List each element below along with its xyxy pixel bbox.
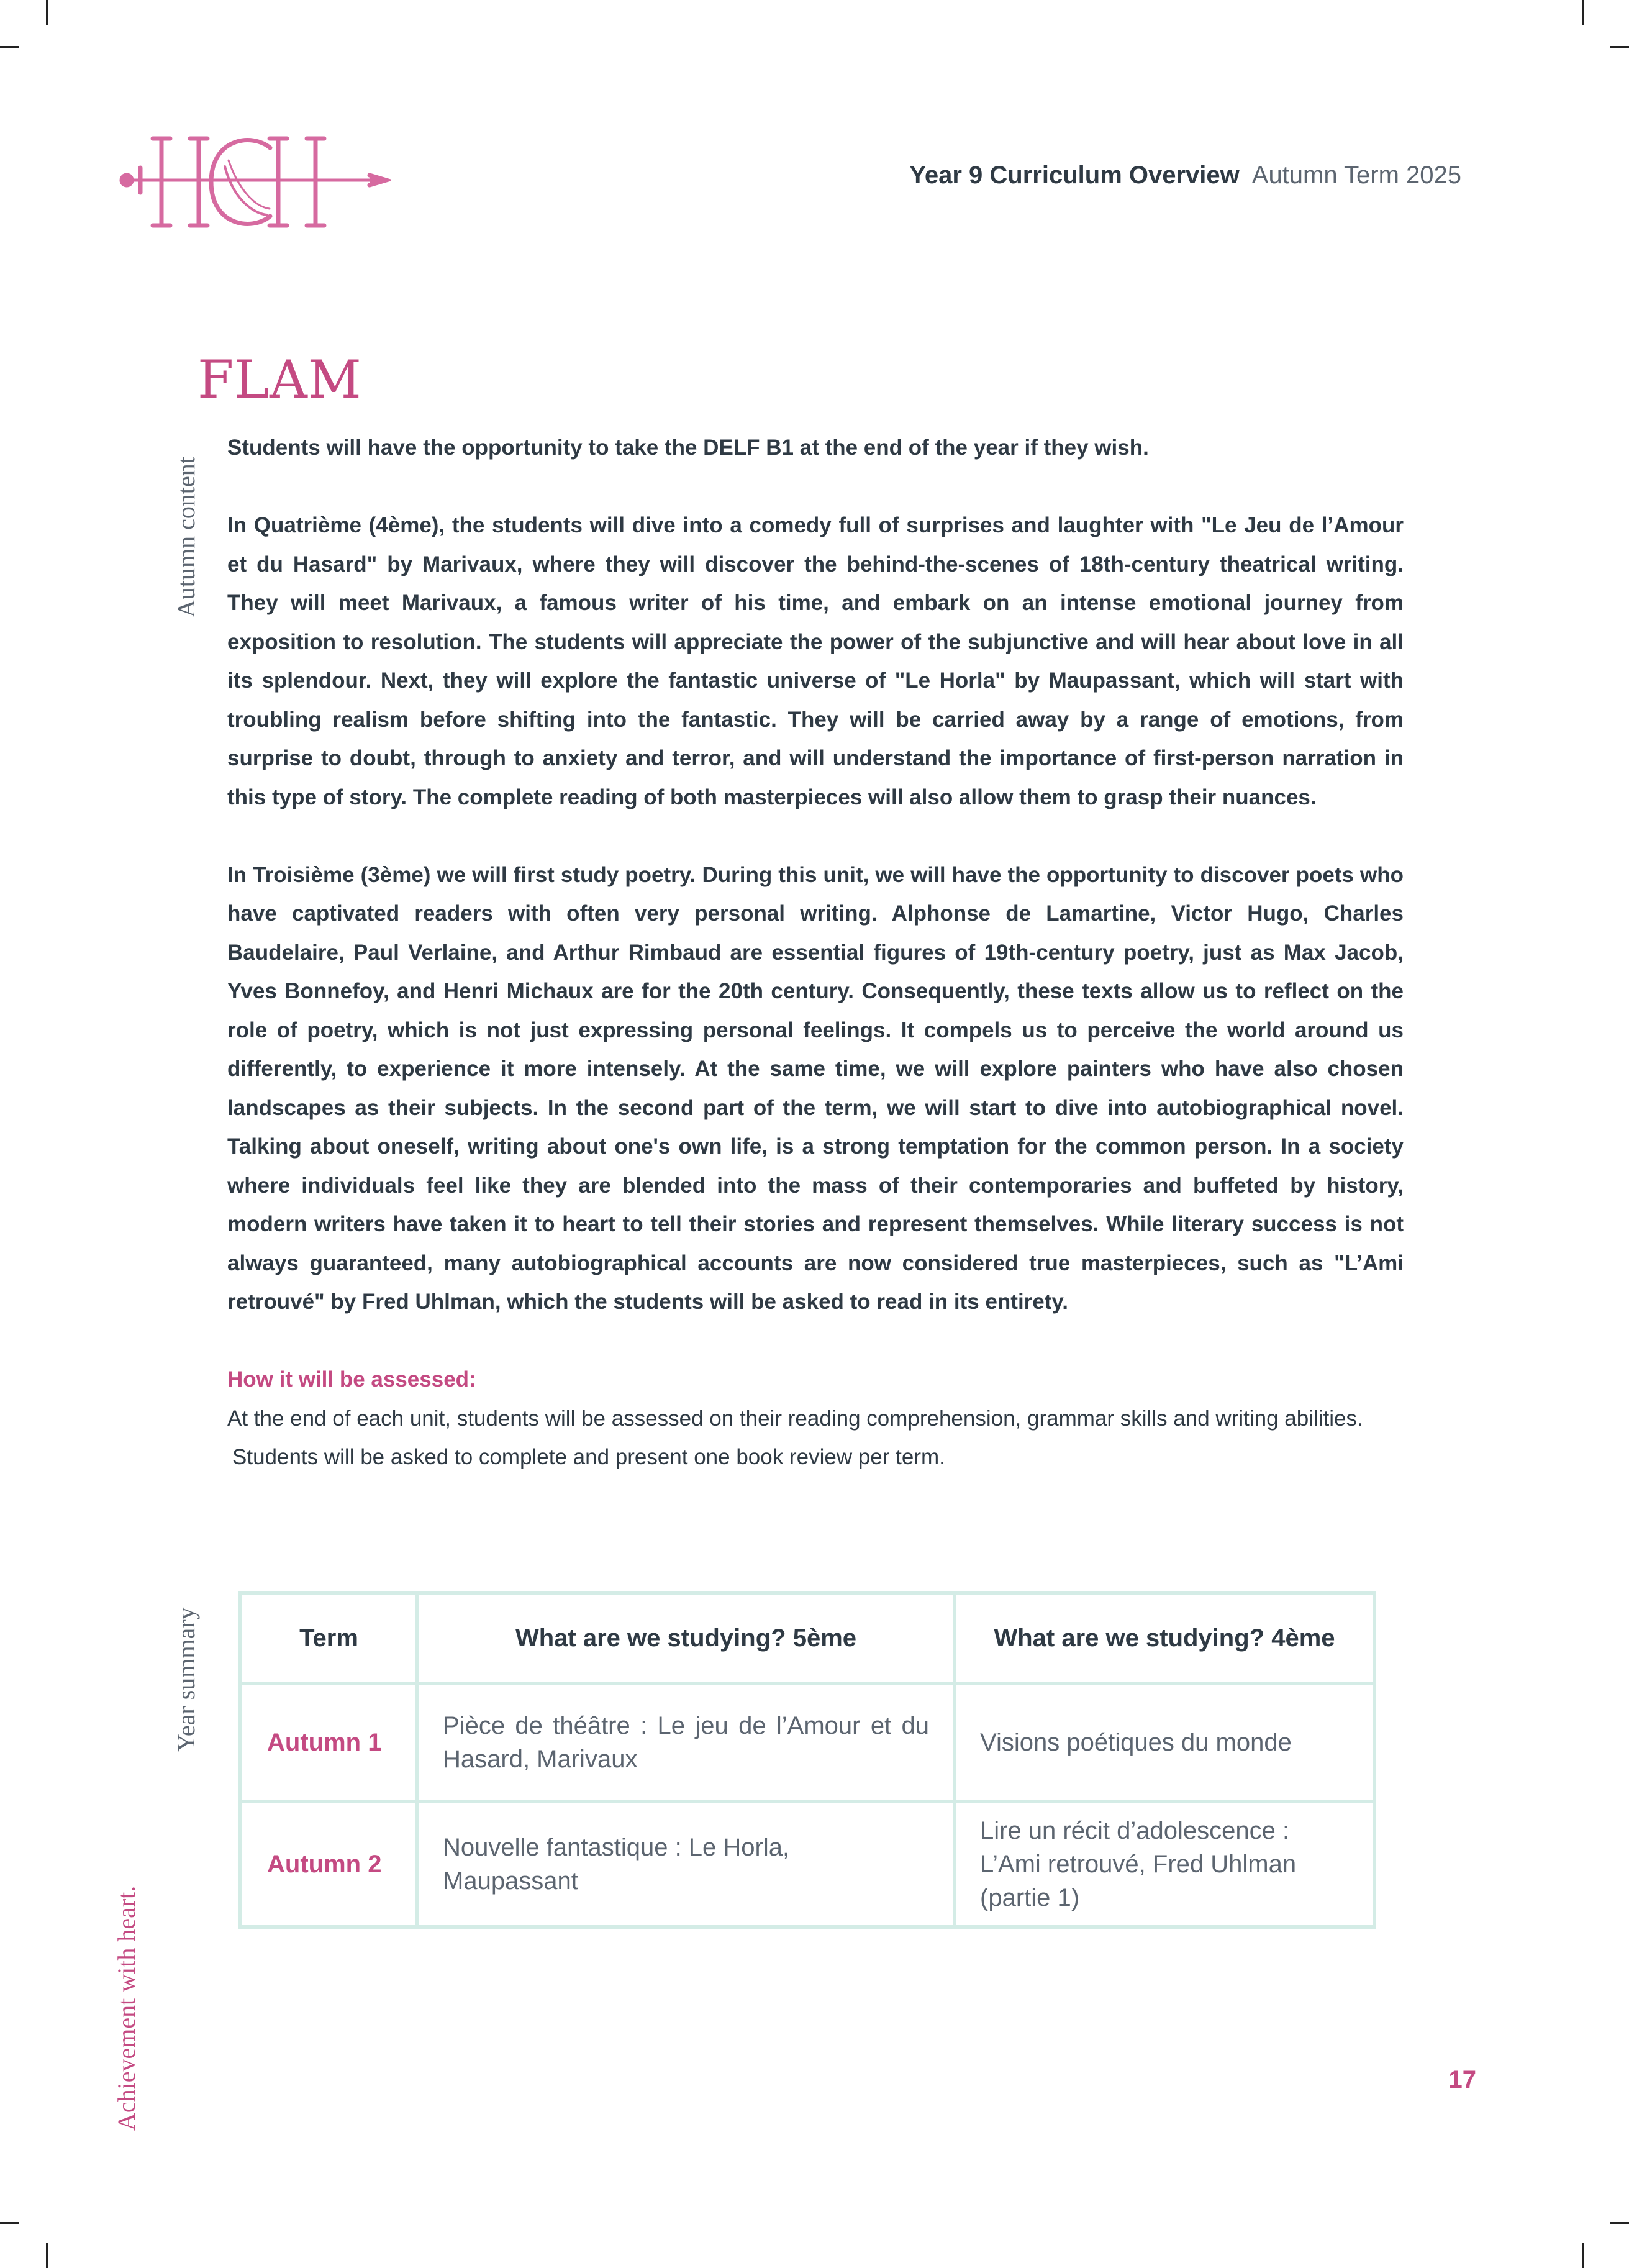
motto: Achievement with heart. <box>112 1885 140 2131</box>
crop-mark <box>0 2222 19 2224</box>
table-row <box>240 1683 1374 1801</box>
page-title: FLAM <box>197 349 362 411</box>
assessment-text: At the end of each unit, students will be assessed on their reading comprehension, grammar skills and writing abilities. <box>227 1406 1363 1431</box>
term-cell: Autumn 1 <box>240 1683 417 1801</box>
year-summary-table <box>238 1591 1376 1929</box>
study-4eme-cell: Lire un récit d’adolescence : L’Ami retrouvé, Fred Uhlman (partie 1) <box>955 1801 1374 1927</box>
autumn-content <box>227 429 1404 1477</box>
crop-mark <box>1582 0 1584 25</box>
side-label-year-summary: Year summary <box>172 1607 200 1752</box>
table-header-row <box>240 1593 1374 1683</box>
crop-mark <box>0 46 19 48</box>
intro-paragraph: Students will have the opportunity to take the DELF B1 at the end of the year if they wish. <box>227 435 1149 460</box>
column-header-4eme: What are we studying? 4ème <box>955 1593 1374 1683</box>
crop-mark <box>1582 2243 1584 2268</box>
study-4eme-cell: Visions poétiques du monde <box>955 1683 1374 1801</box>
column-header-term: Term <box>240 1593 417 1683</box>
crop-mark <box>46 2243 48 2268</box>
crop-mark <box>46 0 48 25</box>
table-row <box>240 1801 1374 1927</box>
troisieme-paragraph: In Troisième (3ème) we will first study poetry. During this unit, we will have the opportunity to discover poets who have captivated readers with often very personal writing. Alphonse de Lamartine, Victor Hugo, Charles Baudelaire, Paul Verlaine, and Arthur Rimbaud are essential figures of 19th-century poetry, just as Max Jacob, Yves Bonnefoy, and Henri Michaux are for the 20th century. Consequently, these texts allow us to reflect on the role of poetry, which is not just expressing personal feelings. It compels us to perceive the world around us differently, to experience it more intensely. At the same time, we will explore painters who have also chosen landscapes as their subjects. In the second part of the term, we will start to dive into autobiographical novel. Talking about oneself, writing about one's own life, is a strong temptation for the common person. In a society where individuals feel like they are blended into the mass of their contemporaries and buffeted by history, modern writers have taken it to heart to tell their stories and represent themselves. While literary success is not always guaranteed, many autobiographical accounts are now considered true masterpieces, such as "L’Ami retrouvé" by Fred Uhlman, which the students will be asked to read in its entirety. <box>227 862 1404 1314</box>
document-header <box>909 162 1461 189</box>
term-cell: Autumn 2 <box>240 1801 417 1927</box>
quatrieme-paragraph: In Quatrième (4ème), the students will dive into a comedy full of surprises and laughter with "Le Jeu de l’Amour et du Hasard" by Marivaux, where they will discover the behind-the-scenes of 18th-century theatrical writing. They will meet Marivaux, a famous writer of his time, and embark on an intense emotional journey from exposition to resolution. The students will appreciate the power of the subjunctive and will hear about love in all its splendour. Next, they will explore the fantastic universe of "Le Horla" by Maupassant, which will start with troubling realism before shifting into the fantastic. They will be carried away by a range of emotions, from surprise to doubt, through to anxiety and terror, and will understand the importance of first-person narration in this type of story. The complete reading of both masterpieces will also allow them to grasp their nuances. <box>227 513 1404 809</box>
side-label-autumn-content: Autumn content <box>172 457 200 617</box>
school-logo <box>118 129 391 235</box>
assessment-text: Students will be asked to complete and present one book review per term. <box>232 1445 945 1469</box>
study-5eme-cell: Nouvelle fantastique : Le Horla, Maupassant <box>417 1801 955 1927</box>
crop-mark <box>1610 46 1629 48</box>
header-title: Year 9 Curriculum Overview <box>909 162 1240 189</box>
column-header-5eme: What are we studying? 5ème <box>417 1593 955 1683</box>
study-5eme-cell: Pièce de théâtre : Le jeu de l’Amour et du Hasard, Marivaux <box>417 1683 955 1801</box>
page-number: 17 <box>1448 2066 1476 2093</box>
header-term: Autumn Term 2025 <box>1251 162 1461 189</box>
crop-mark <box>1610 2222 1629 2224</box>
assessment-heading: How it will be assessed: <box>227 1367 476 1391</box>
